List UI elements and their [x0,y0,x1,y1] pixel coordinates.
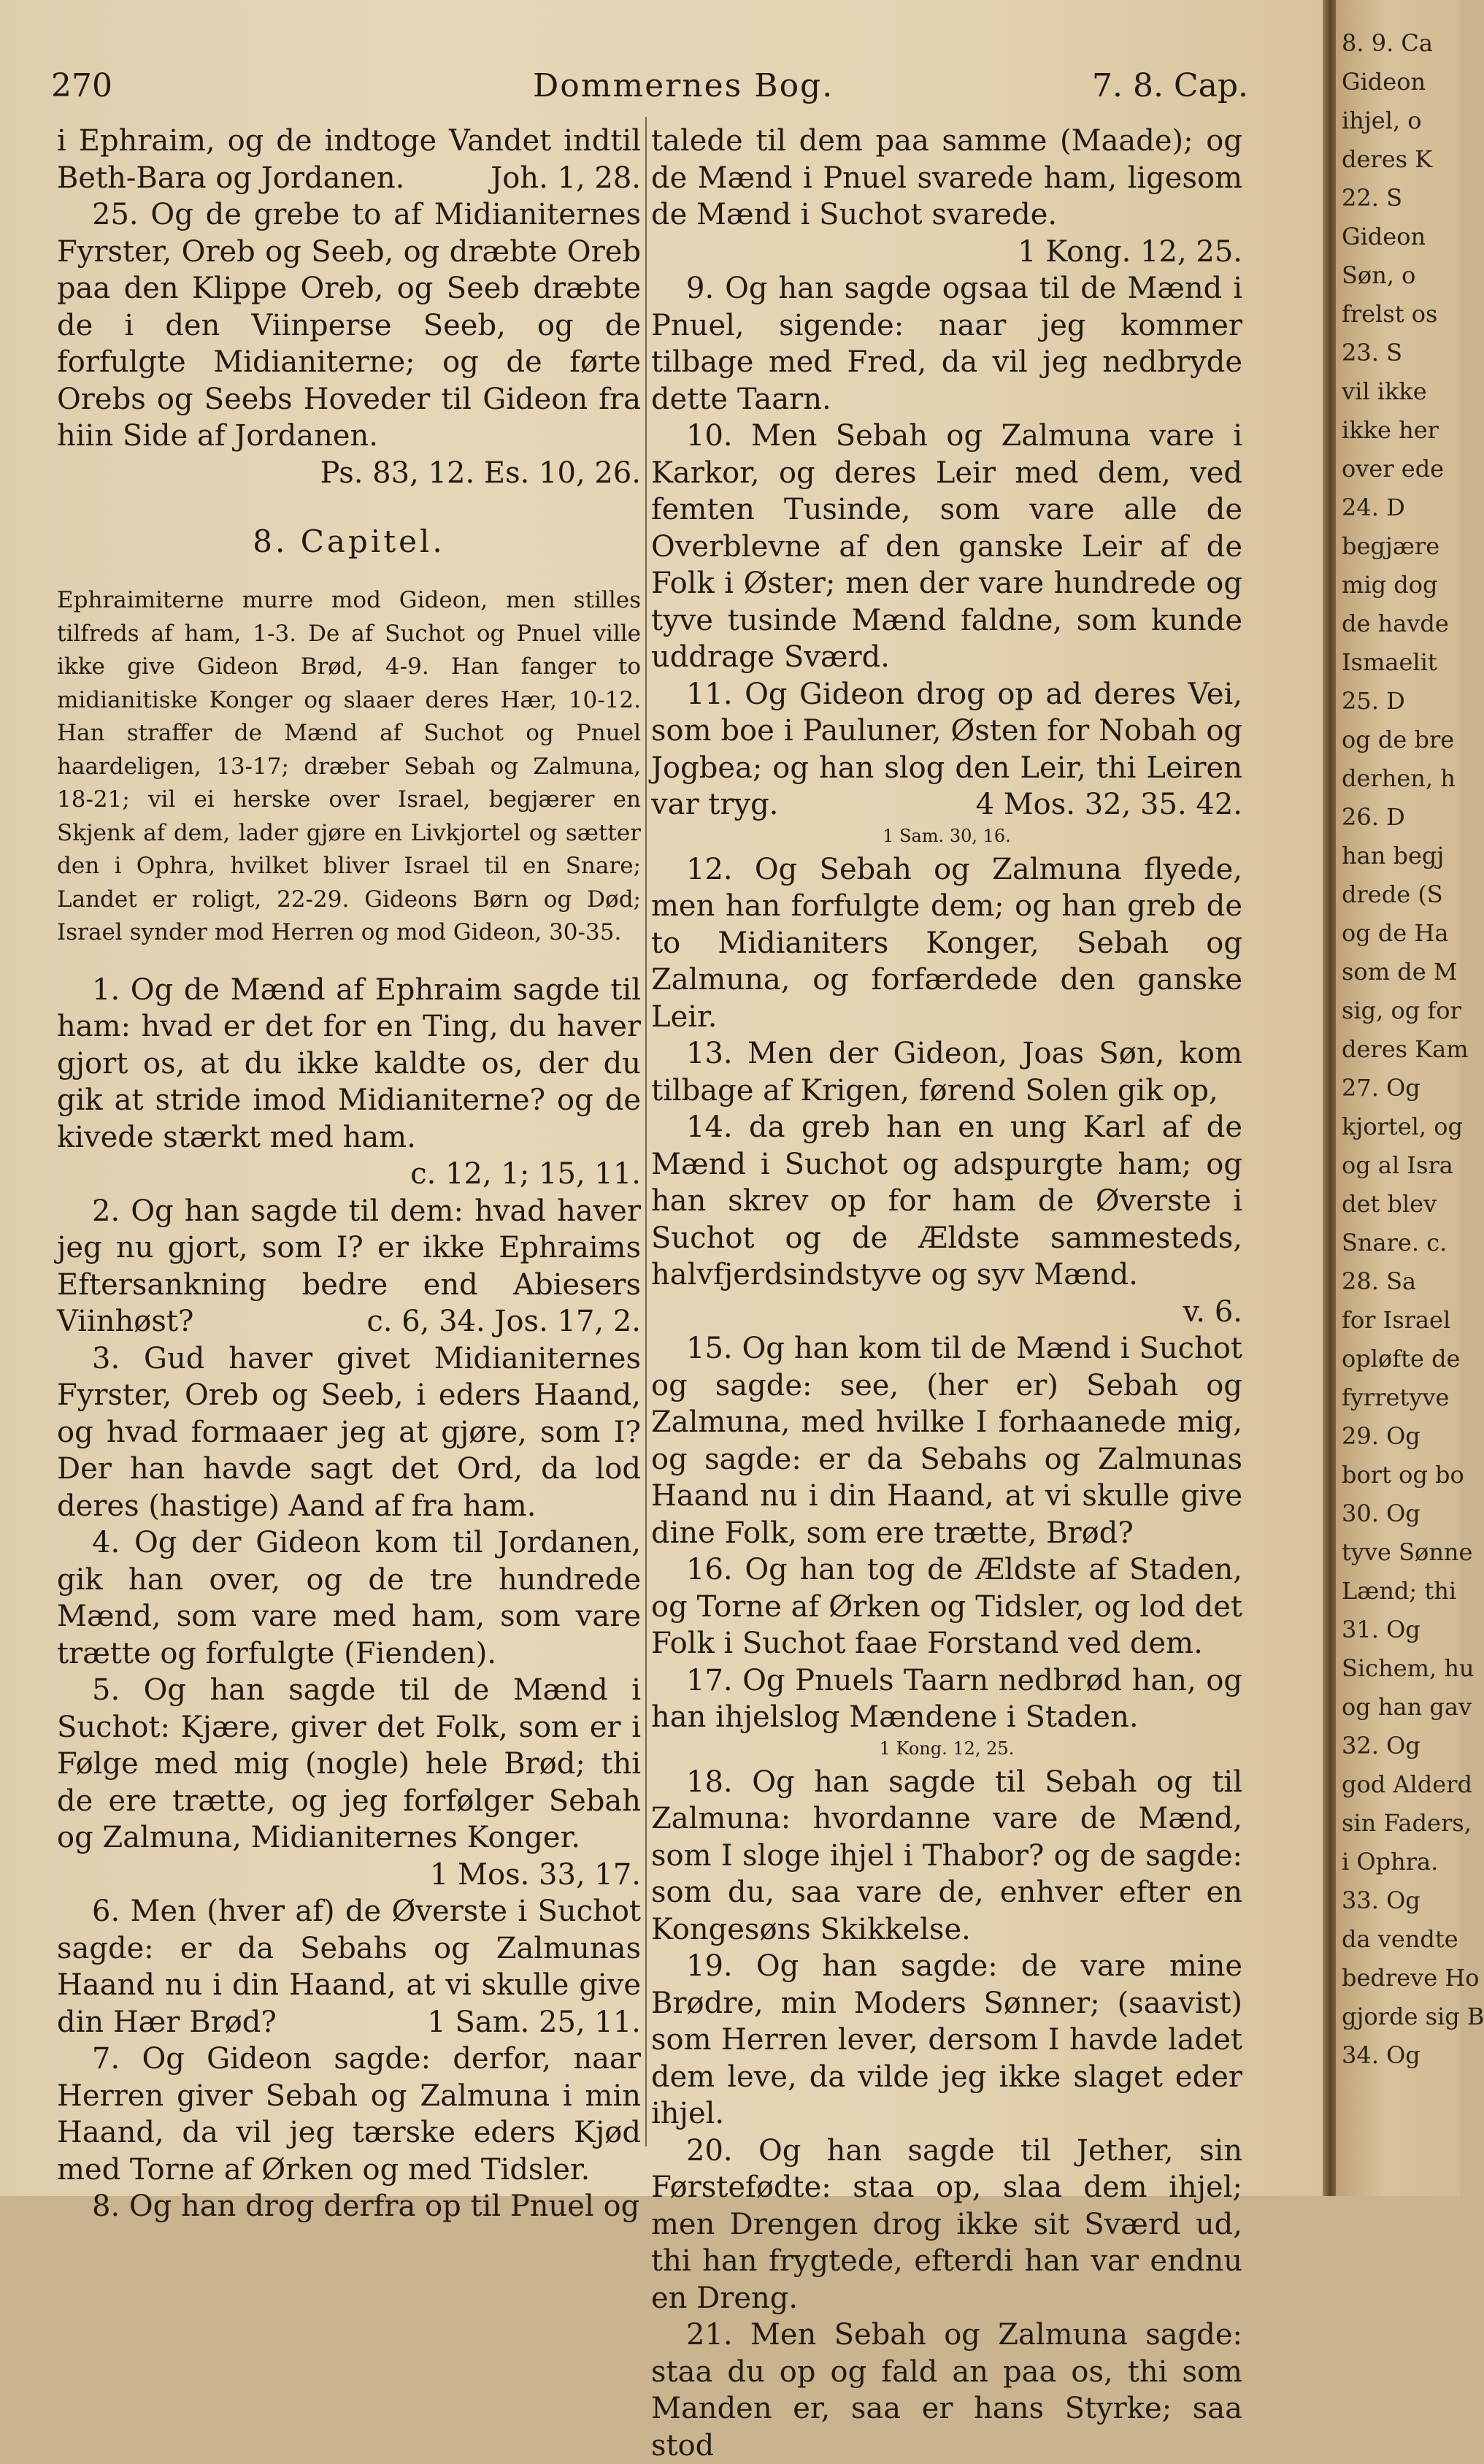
verse-text: 4. Og der Gideon kom til Jordanen, gik han over, og de tre hundrede Mænd, som vare med ham, som vare trætte og forfulgte (Fienden). [57,1526,641,1670]
next-page-fragment: 33. Og [1342,1887,1420,1914]
verse [651,1551,1242,1662]
verse-text: 15. Og han kom til de Mænd i Suchot og sagde: see, (her er) Sebah og Zalmuna, med hvilke I forhaanede mig, og sagde: er da Sebahs og Zalmunas Haand nu i din Haand, at vi skulle give dine Folk, som ere trætte, Brød? [651,1332,1242,1550]
verse [651,1035,1242,1109]
right-verses [651,123,1242,2464]
verse-text: 11. Og Gideon drog op ad deres Vei, som boe i Pauluner, Østen for Nobah og Jogbea; og han slog den Leir, thi Leiren var tryg. [651,677,1242,821]
verse [651,2317,1242,2464]
verse-text: 6. Men (hver af) de Øverste i Suchot sagde: er da Sebahs og Zalmunas Haand nu i din Haand, at vi skulle give din Hær Brød? [57,1895,641,2039]
next-page-fragment: 29. Og [1342,1422,1420,1450]
verse-text: 21. Men Sebah og Zalmuna sagde: staa du op og fald an paa os, thi som Manden er, saa er hans Styrke; saa stod [651,2318,1242,2463]
verse-text: 13. Men der Gideon, Joas Søn, kom tilbage af Krigen, førend Solen gik op, [651,1037,1242,1108]
next-page-fragment: 22. S [1342,184,1402,212]
left-column [57,123,641,2225]
verse [57,1672,641,1893]
verse-text: talede til dem paa samme (Maade); og de Mænd i Pnuel svarede ham, ligesom de Mænd i Suchot svarede. [651,124,1242,231]
next-page-fragment: begjære [1342,532,1440,560]
next-page-fragment: opløfte de [1342,1345,1461,1373]
cross-reference: v. 6. [1183,1294,1242,1329]
next-page-fragment: Gideon [1342,223,1426,250]
next-page-fragment: og de bre [1342,726,1455,753]
left-top-verses [57,123,641,491]
next-page-fragment: han begj [1342,842,1445,870]
reference-note: 1 Kong. 12, 25. [879,1738,1015,1759]
verse-text: 1. Og de Mænd af Ephraim sagde til ham: hvad er det for en Ting, du haver gjort os, at du ikke kaldte os, der du gik at stride imod Midianiterne? og de kivede stærkt med ham. [57,972,641,1154]
cross-reference: Joh. 1, 28. [491,161,641,195]
next-page-fragment: 27. Og [1342,1074,1420,1102]
verse [57,196,641,491]
next-page-fragment: 23. S [1342,339,1402,366]
next-page-fragment: deres K [1342,145,1433,173]
next-page-fragment: over ede [1342,455,1445,483]
next-page-fragment: Snare. c. [1342,1229,1448,1256]
next-page-fragment: tyve Sønne [1342,1538,1473,1566]
verse [57,1193,641,1340]
reference-note: 1 Sam. 30, 16. [883,825,1011,846]
cross-reference: c. 6, 34. Jos. 17, 2. [366,1305,641,1338]
next-page-fragment: og al Isra [1342,1151,1453,1179]
verse-text: 3. Gud haver givet Midianiternes Fyrster, Oreb og Seeb, i eders Haand, og hvad formaaer jeg at gjøre, som I? Der han havde sagt det Ord, da lod deres (hastige) Aand af fra ham. [57,1341,641,1523]
page-header [51,67,1248,118]
next-page-fragment: derhen, h [1342,764,1456,792]
cross-reference: 4 Mos. 32, 35. 42. [975,788,1242,821]
next-page-fragment: 8. 9. Ca [1342,29,1433,57]
verse [651,1109,1242,1330]
next-page-fragment: vil ikke [1342,377,1427,405]
chapter-heading: 8. Capitel. [253,523,445,559]
verse [651,1662,1242,1736]
verse [651,1764,1242,1949]
cross-reference: 1 Mos. 33, 17. [429,1857,641,1892]
next-page-fragment: i Ophra. [1342,1848,1439,1876]
next-page-fragment: 31. Og [1342,1616,1420,1643]
verse-text: 14. da greb han en ung Karl af de Mænd i Suchot og adspurgte ham; og han skrev op for ham de Øverste i Suchot og de Ældste sammesteds, halvfjerdsindstyve og syv Mænd. [651,1110,1242,1292]
next-page-fragment: for Israel [1342,1306,1451,1334]
next-page-fragment: 28. Sa [1342,1267,1417,1295]
verse [57,1340,641,1525]
next-page-fragment: deres Kam [1342,1035,1469,1063]
next-page-fragment: 24. D [1342,494,1405,521]
next-page-fragment: drede (S [1342,880,1443,908]
next-page-fragment: fyrretyve [1342,1383,1450,1411]
next-page-edge [1336,0,1484,2196]
next-page-fragment: 32. Og [1342,1732,1420,1759]
next-page-fragment: og de Ha [1342,919,1449,947]
verse [57,1524,641,1672]
verse [651,676,1242,824]
next-page-fragment: sin Faders, [1342,1809,1472,1837]
book-gutter [1323,0,1336,2196]
cross-reference: c. 12, 1; 15, 11. [410,1157,641,1191]
verse [57,972,641,1193]
verse [651,123,1242,270]
next-page-fragment: Sichem, hu [1342,1654,1475,1682]
verse [57,2188,641,2225]
next-page-fragment: bedreve Ho [1342,1964,1480,1992]
verse-text: 20. Og han sagde til Jether, sin Førstefødte: staa op, slaa dem ihjel; men Drengen drog ikke sit Sværd ud, thi han frygtede, efterdi han var endnu en Dreng. [651,2133,1242,2315]
verse-text: 18. Og han sagde til Sebah og til Zalmuna: hvordanne vare de Mænd, som I sloge ihjel i Thabor? og de sagde: som du, saa vare de, enhver efter en Kongesøns Skikkelse. [651,1765,1242,1946]
next-page-fragment: 26. D [1342,803,1405,831]
verse [651,1948,1242,2133]
column-divider [645,117,647,2146]
verse [651,418,1242,676]
cross-reference: Ps. 83, 12. Es. 10, 26. [320,456,641,490]
next-page-fragment: Søn, o [1342,261,1416,289]
next-page-fragment: 34. Og [1342,2041,1420,2069]
next-page-fragment: det blev [1342,1190,1437,1218]
next-page-fragment: ihjel, o [1342,107,1422,134]
verse-text: 2. Og han sagde til dem: hvad haver jeg nu gjort, som I? er ikke Ephraims Eftersankning bedre end Abiesers Viinhøst? [57,1194,641,1338]
right-column [651,123,1242,2464]
page-number: 270 [51,67,112,104]
verse-text: 8. Og han drog derfra op til Pnuel og [92,2189,640,2223]
verse [651,2133,1242,2317]
next-page-fragment: Gideon [1342,68,1426,96]
verse-text: 7. Og Gideon sagde: derfor, naar Herren giver Sebah og Zalmuna i min Haand, da vil jeg tærske eders Kjød med Torne af Ørken og med Tidsler. [57,2042,641,2187]
verse-text: 19. Og han sagde: de vare mine Brødre, min Moders Sønner; (saavist) som Herren lever, dersom I havde ladet dem leve, da vilde jeg ikke slaget eder ihjel. [651,1949,1242,2130]
next-page-fragment: god Alderd [1342,1770,1472,1798]
verse [57,1893,641,2041]
verse-text: 12. Og Sebah og Zalmuna flyede, men han forfulgte dem; og han greb de to Midianiters Konger, Sebah og Zalmuna, og forfærdede den ganske Leir. [651,852,1242,1034]
next-page-fragment: mig dog [1342,571,1438,599]
verse-text: 16. Og han tog de Ældste af Staden, og Torne af Ørken og Tidsler, og lod det Folk i Suchot faae Forstand ved dem. [651,1553,1242,1660]
next-page-fragment: gjorde sig B [1342,2003,1484,2030]
verse [57,2041,641,2188]
next-page-fragment: de havde [1342,610,1449,637]
verse-text: 5. Og han sagde til de Mænd i Suchot: Kjære, giver det Folk, som er i Følge med mig (nogle) hele Brød; thi de ere trætte, og jeg forfølger Sebah og Zalmuna, Midianiternes Konger. [57,1673,641,1854]
verse [57,123,641,196]
next-page-fragment: bort og bo [1342,1461,1464,1489]
chapter-indicator: 7. 8. Cap. [1092,67,1248,104]
verse-text: 17. Og Pnuels Taarn nedbrød han, og han ihjelslog Mændene i Staden. [651,1663,1242,1734]
next-page-fragment: da vendte [1342,1925,1458,1953]
verse-text: 9. Og han sagde ogsaa til de Mænd i Pnuel, sigende: naar jeg kommer tilbage med Fred, da vil jeg nedbryde dette Taarn. [651,272,1242,416]
verse-text: 25. Og de grebe to af Midianiternes Fyrster, Oreb og Seeb, og dræbte Oreb paa den Klippe Oreb, og Seeb dræbte de i den Viinperse Seeb, og de forfulgte Midianiterne; og de førte Orebs og Seebs Hoveder til Gideon fra hiin Side af Jordanen. [57,198,641,453]
next-page-fragment: og han gav [1342,1693,1472,1721]
next-page-fragment: 25. D [1342,687,1405,715]
next-page-fragment: ikke her [1342,416,1439,444]
verse [651,851,1242,1036]
next-page-fragment: sig, og for [1342,997,1461,1024]
running-title: Dommernes Bog. [533,67,834,104]
next-page-fragment: Lænd; thi [1342,1577,1457,1605]
next-page-fragment: kjortel, og [1342,1113,1463,1140]
verse [651,270,1242,418]
cross-reference: 1 Sam. 25, 11. [427,2005,641,2039]
chapter-summary: Ephraimiterne murre mod Gideon, men stilles tilfreds af ham, 1-3. De af Suchot og Pnuel ville ikke give Gideon Brød, 4-9. Han fanger to midianitiske Konger og slaaer deres Hær, 10-12. Han straffer de Mænd af Suchot og Pnuel haardeligen, 13-17; dræber Sebah og Zalmuna, 18-21; vil ei herske over Israel, begjærer en Skjenk af dem, lader gjøre en Livkjortel og sætter den i Ophra, hvilket bliver Israel til en Snare; Landet er roligt, 22-29. Gideons Børn og Død; Israel synder mod Herren og mod Gideon, 30-35. [57,587,641,945]
verse-text: 10. Men Sebah og Zalmuna vare i Karkor, og deres Leir med dem, ved femten Tusinde, som vare alle de Overblevne af den ganske Leir af de Folk i Øster; men der vare hundrede og tyve tusinde Mænd faldne, som kunde uddrage Sværd. [651,419,1242,674]
left-verses [57,972,641,2225]
next-page-fragment: 30. Og [1342,1500,1420,1527]
next-page-fragment: som de M [1342,958,1458,986]
next-page-fragment: Ismaelit [1342,648,1437,676]
next-page-fragment: frelst os [1342,300,1438,328]
verse [651,1330,1242,1551]
verse-text: i Ephraim, og de indtoge Vandet indtil Beth-Bara og Jordanen. [57,124,641,195]
cross-reference: 1 Kong. 12, 25. [1018,234,1242,269]
